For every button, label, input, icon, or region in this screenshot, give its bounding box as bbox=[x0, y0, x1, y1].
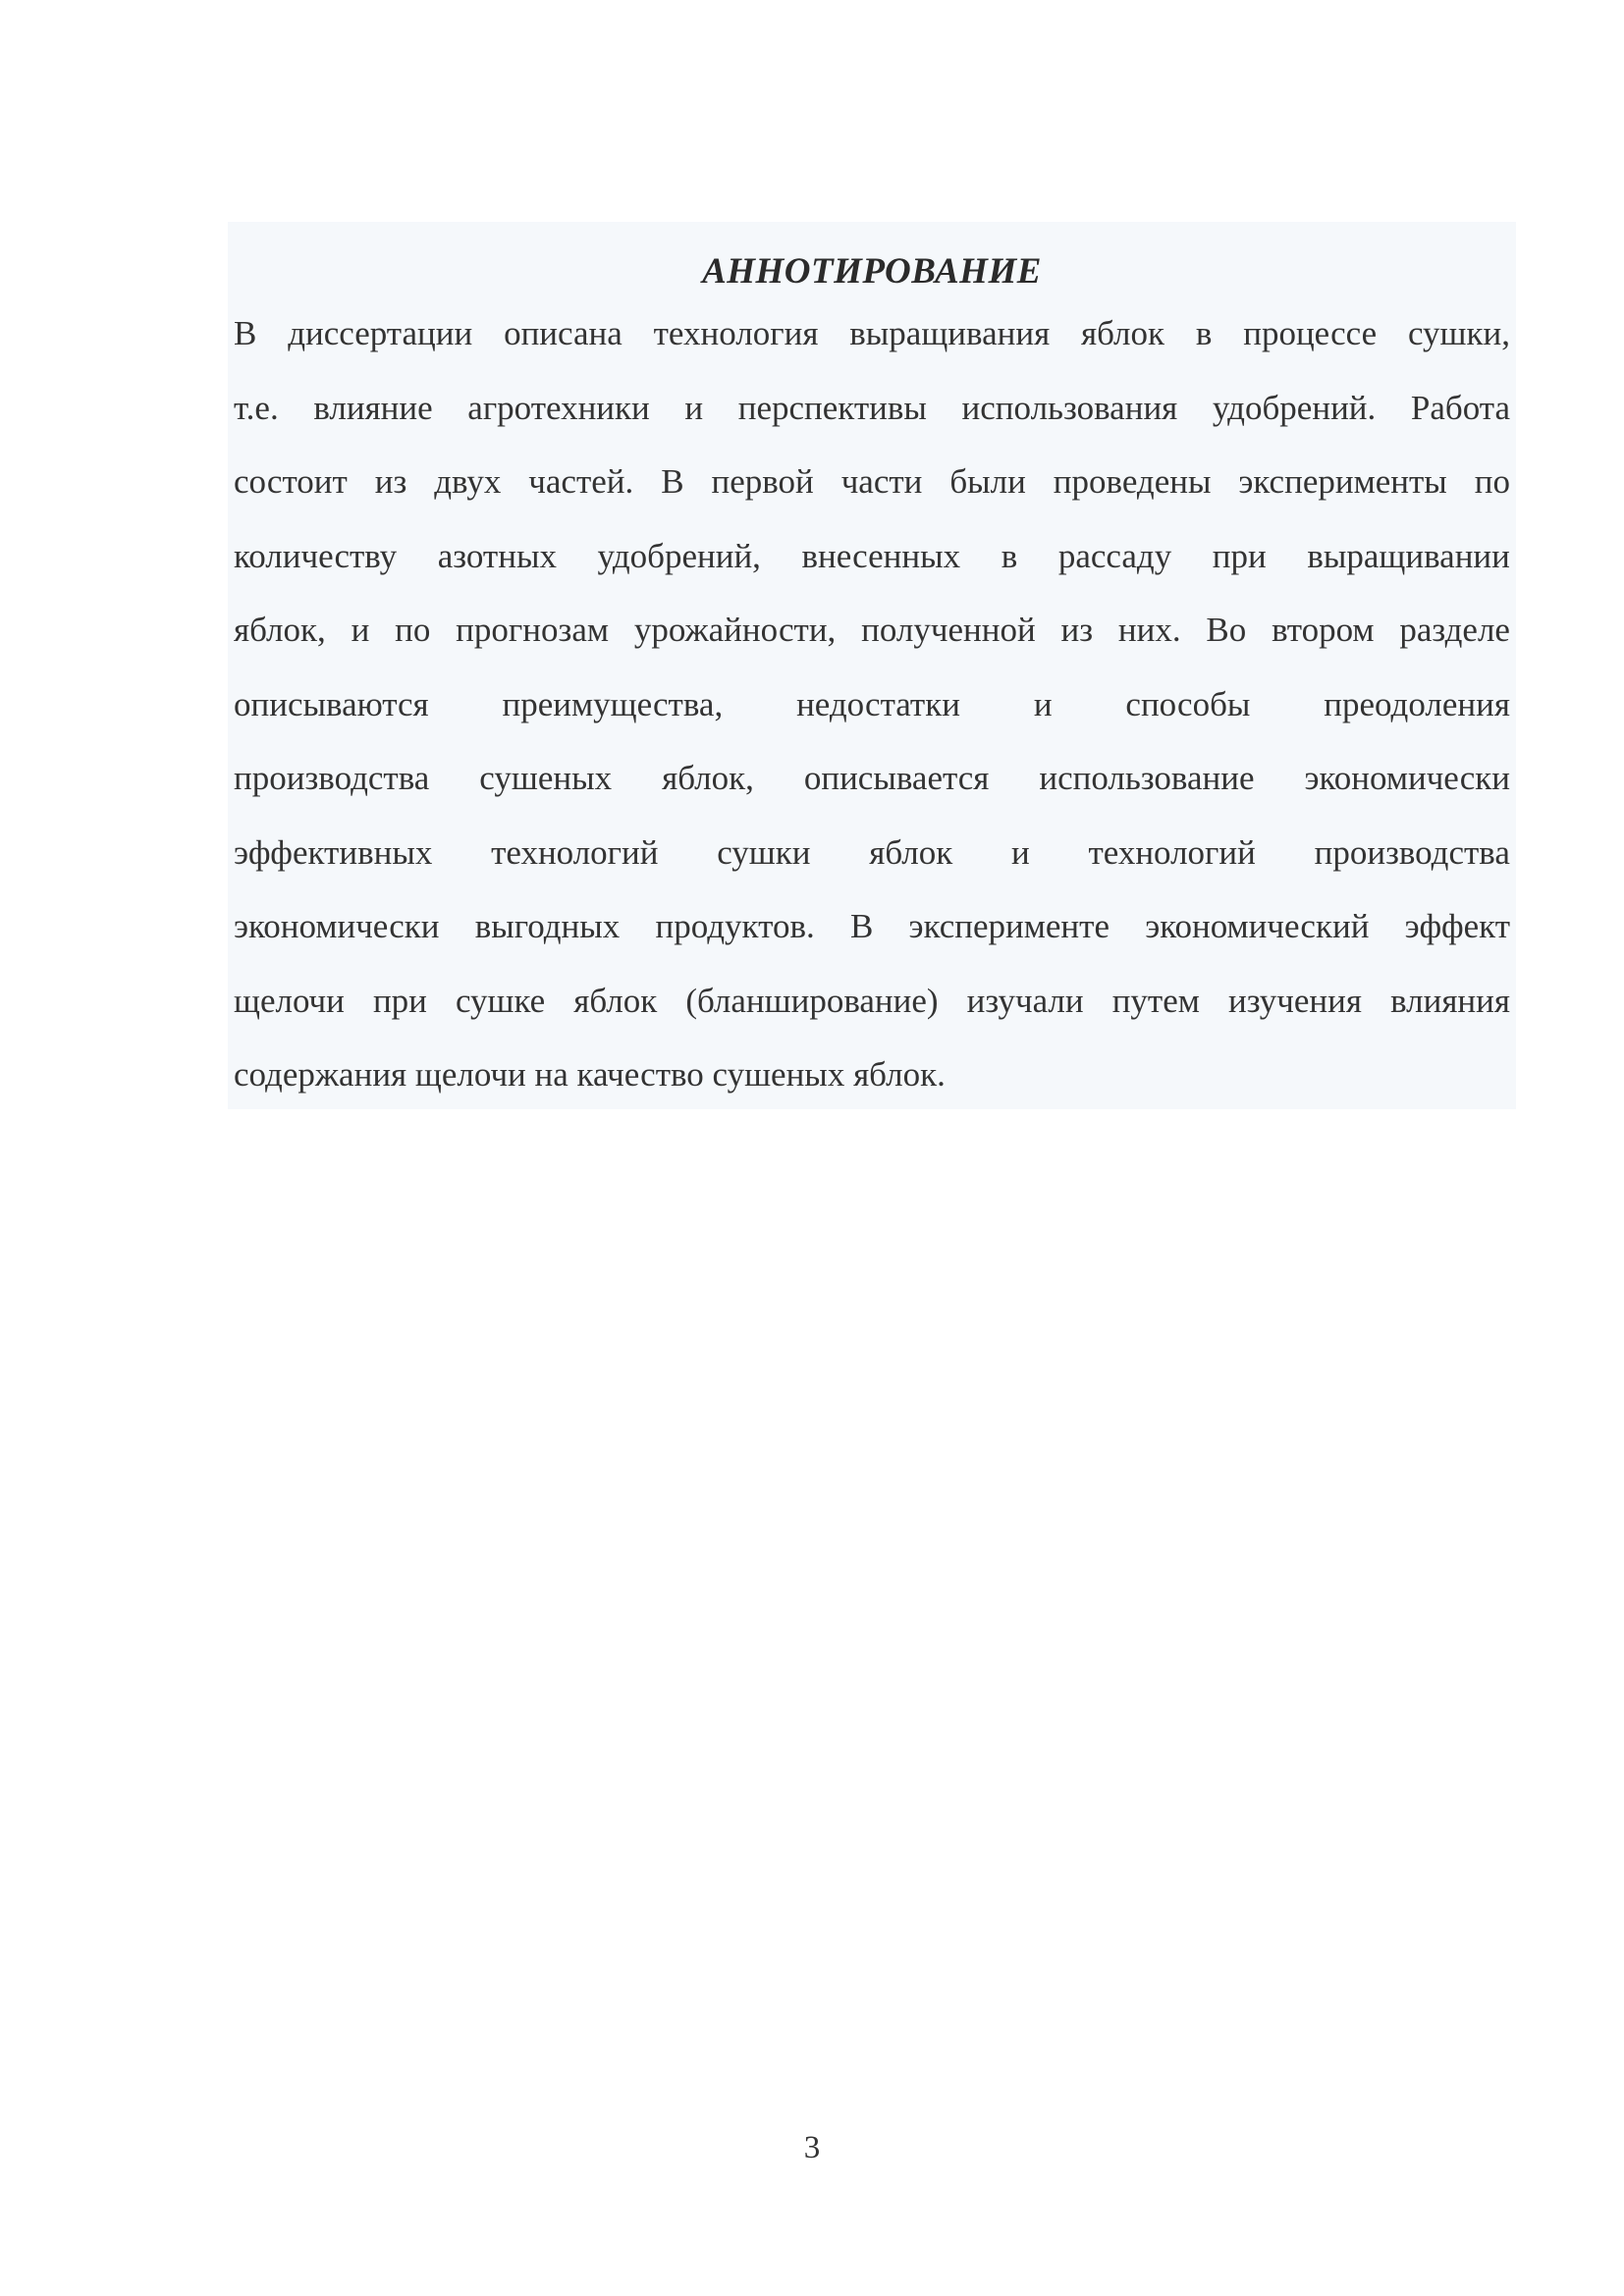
abstract-line: В диссертации описана технология выращивания яблок в процессе сушки, bbox=[234, 314, 1510, 352]
abstract-line: яблок, и по прогнозам урожайности, полученной из них. Во втором разделе bbox=[234, 611, 1510, 649]
abstract-line: количеству азотных удобрений, внесенных в рассаду при выращивании bbox=[234, 536, 1510, 575]
abstract-line: производства сушеных яблок, описывается использование экономически bbox=[234, 759, 1510, 797]
abstract-line: эффективных технологий сушки яблок и технологий производства bbox=[234, 832, 1510, 872]
abstract-text bbox=[234, 296, 1510, 1112]
page-number: 3 bbox=[803, 2130, 821, 2165]
abstract-line: описываются преимущества, недостатки и способы преодоления bbox=[234, 684, 1510, 723]
abstract-title: АННОТИРОВАНИЕ bbox=[702, 251, 1042, 292]
abstract-line: т.е. влияние агротехники и перспективы использования удобрений. Работа bbox=[234, 388, 1510, 427]
abstract-section bbox=[228, 222, 1516, 1109]
abstract-line: экономически выгодных продуктов. В эксперименте экономический эффект bbox=[234, 907, 1510, 945]
abstract-line: щелочи при сушке яблок (бланширование) изучали путем изучения влияния bbox=[234, 981, 1510, 1020]
abstract-line: содержания щелочи на качество сушеных яблок. bbox=[234, 1055, 946, 1094]
abstract-line: состоит из двух частей. В первой части были проведены эксперименты по bbox=[234, 462, 1510, 501]
